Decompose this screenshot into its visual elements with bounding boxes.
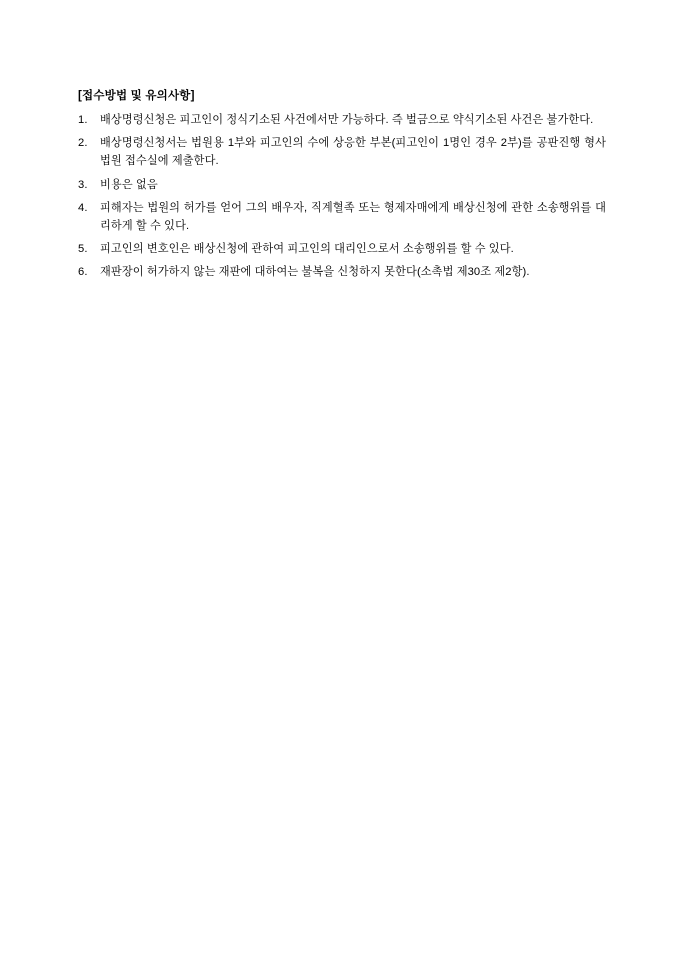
list-item-number: 4.: [78, 201, 88, 214]
list-item-text: 배상명령신청서는 법원용 1부와 피고인의 수에 상응한 부본(피고인이 1명인 경우 2부)를 공판진행 형사법원 접수실에 제출한다.: [100, 137, 606, 168]
list-item: [78, 240, 606, 258]
list-item-text: 피고인의 변호인은 배상신청에 관하여 피고인의 대리인으로서 소송행위를 할 수 있다.: [100, 242, 514, 255]
list-item-number: 5.: [78, 242, 88, 255]
list-item-number: 1.: [78, 114, 88, 127]
list-item: [78, 199, 606, 235]
list-item: [78, 263, 606, 281]
list-item-number: 3.: [78, 178, 88, 191]
list-item: [78, 176, 606, 194]
list-item-text: 피해자는 법원의 허가를 얻어 그의 배우자, 직계혈족 또는 형제자매에게 배상신청에 관한 소송행위를 대리하게 할 수 있다.: [100, 201, 606, 232]
list-item-text: 비용은 없음: [100, 178, 158, 191]
list-item-text: 재판장이 허가하지 않는 재판에 대하여는 불복을 신청하지 못한다(소촉법 제30조 제2항).: [100, 266, 530, 279]
list-item-number: 6.: [78, 266, 88, 279]
notice-list: [78, 111, 606, 281]
list-item: [78, 111, 606, 129]
list-item: [78, 134, 606, 170]
list-item-number: 2.: [78, 137, 88, 150]
page-title: [접수방법 및 유의사항]: [78, 90, 195, 102]
document-content: [78, 88, 606, 286]
list-item-text: 배상명령신청은 피고인이 정식기소된 사건에서만 가능하다. 즉 벌금으로 약식기소된 사건은 불가한다.: [100, 114, 594, 127]
